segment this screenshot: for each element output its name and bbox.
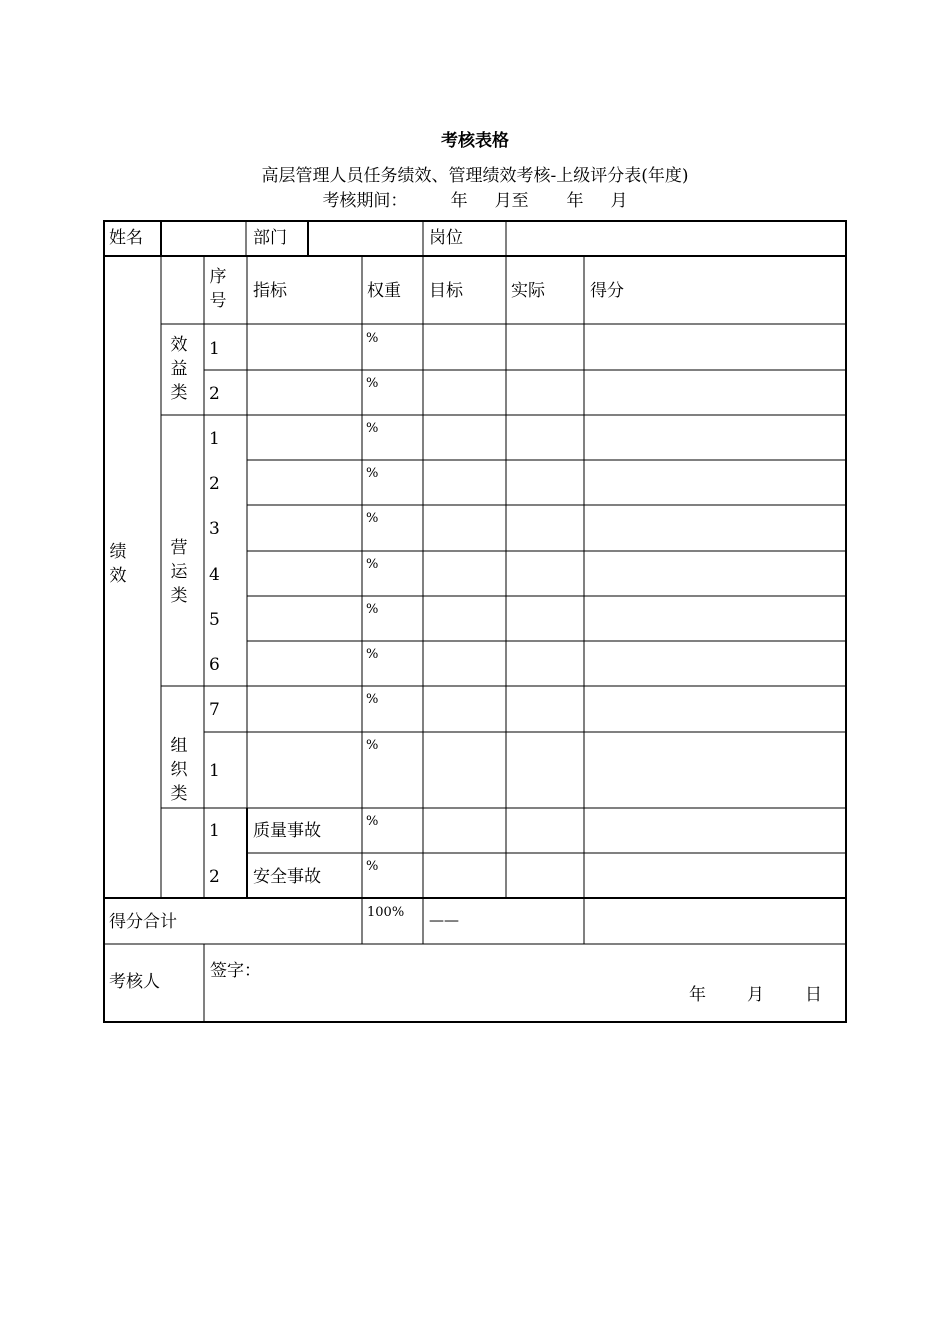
signature-label: 签字： — [210, 961, 261, 981]
row-weight: % — [366, 511, 379, 526]
row-weight: % — [366, 331, 379, 346]
name-field[interactable] — [163, 223, 245, 254]
form-subtitle: 高层管理人员任务绩效、管理绩效考核-上级评分表(年度) — [261, 166, 689, 186]
row-weight: % — [366, 814, 379, 829]
column-indicator: 指标 — [253, 281, 287, 301]
post-field[interactable] — [508, 223, 844, 254]
date-day: 日 — [805, 985, 822, 1005]
group-benefit-label: 效益类 — [170, 335, 188, 403]
row-seq: 1 — [209, 821, 220, 841]
row-indicator: 质量事故 — [253, 821, 321, 841]
row-seq: 1 — [209, 761, 220, 781]
row-weight: % — [366, 376, 379, 391]
evaluation-table — [103, 220, 847, 1023]
row-seq: 1 — [209, 339, 220, 359]
column-target: 目标 — [429, 281, 463, 301]
row-weight: % — [366, 602, 379, 617]
row-weight: % — [366, 738, 379, 753]
assessment-period: 考核期间： 年 月至 年 月 — [322, 191, 628, 211]
row-seq: 1 — [209, 429, 220, 449]
performance-section-label: 绩效 — [109, 542, 127, 586]
post-label: 岗位 — [429, 228, 463, 248]
row-seq: 2 — [209, 474, 220, 494]
row-seq: 7 — [209, 700, 220, 720]
column-score: 得分 — [590, 281, 624, 301]
row-weight: % — [366, 647, 379, 662]
department-field[interactable] — [310, 223, 422, 254]
total-weight: 100% — [367, 905, 405, 920]
column-actual: 实际 — [511, 281, 545, 301]
row-weight: % — [366, 421, 379, 436]
date-month: 月 — [747, 985, 764, 1005]
group-operation-label: 营运类 — [170, 538, 188, 606]
row-indicator: 安全事故 — [253, 867, 321, 887]
signature-field[interactable] — [206, 946, 845, 1021]
name-label: 姓名 — [109, 228, 143, 248]
row-seq: 2 — [209, 867, 220, 887]
total-label: 得分合计 — [109, 912, 177, 932]
reviewer-label: 考核人 — [109, 972, 160, 992]
row-seq: 4 — [209, 565, 220, 585]
row-weight: % — [366, 466, 379, 481]
row-seq: 3 — [209, 519, 220, 539]
total-target: —— — [429, 911, 459, 929]
column-seq: 序号 — [209, 267, 227, 311]
row-weight: % — [366, 859, 379, 874]
date-year: 年 — [689, 985, 706, 1005]
row-weight: % — [366, 692, 379, 707]
row-seq: 2 — [209, 384, 220, 404]
form-title: 考核表格 — [441, 131, 509, 151]
group-organization-label: 组织类 — [170, 736, 188, 804]
row-seq: 5 — [209, 610, 220, 630]
row-seq: 6 — [209, 655, 220, 675]
department-label: 部门 — [253, 228, 287, 248]
column-weight: 权重 — [367, 281, 401, 301]
row-weight: % — [366, 557, 379, 572]
